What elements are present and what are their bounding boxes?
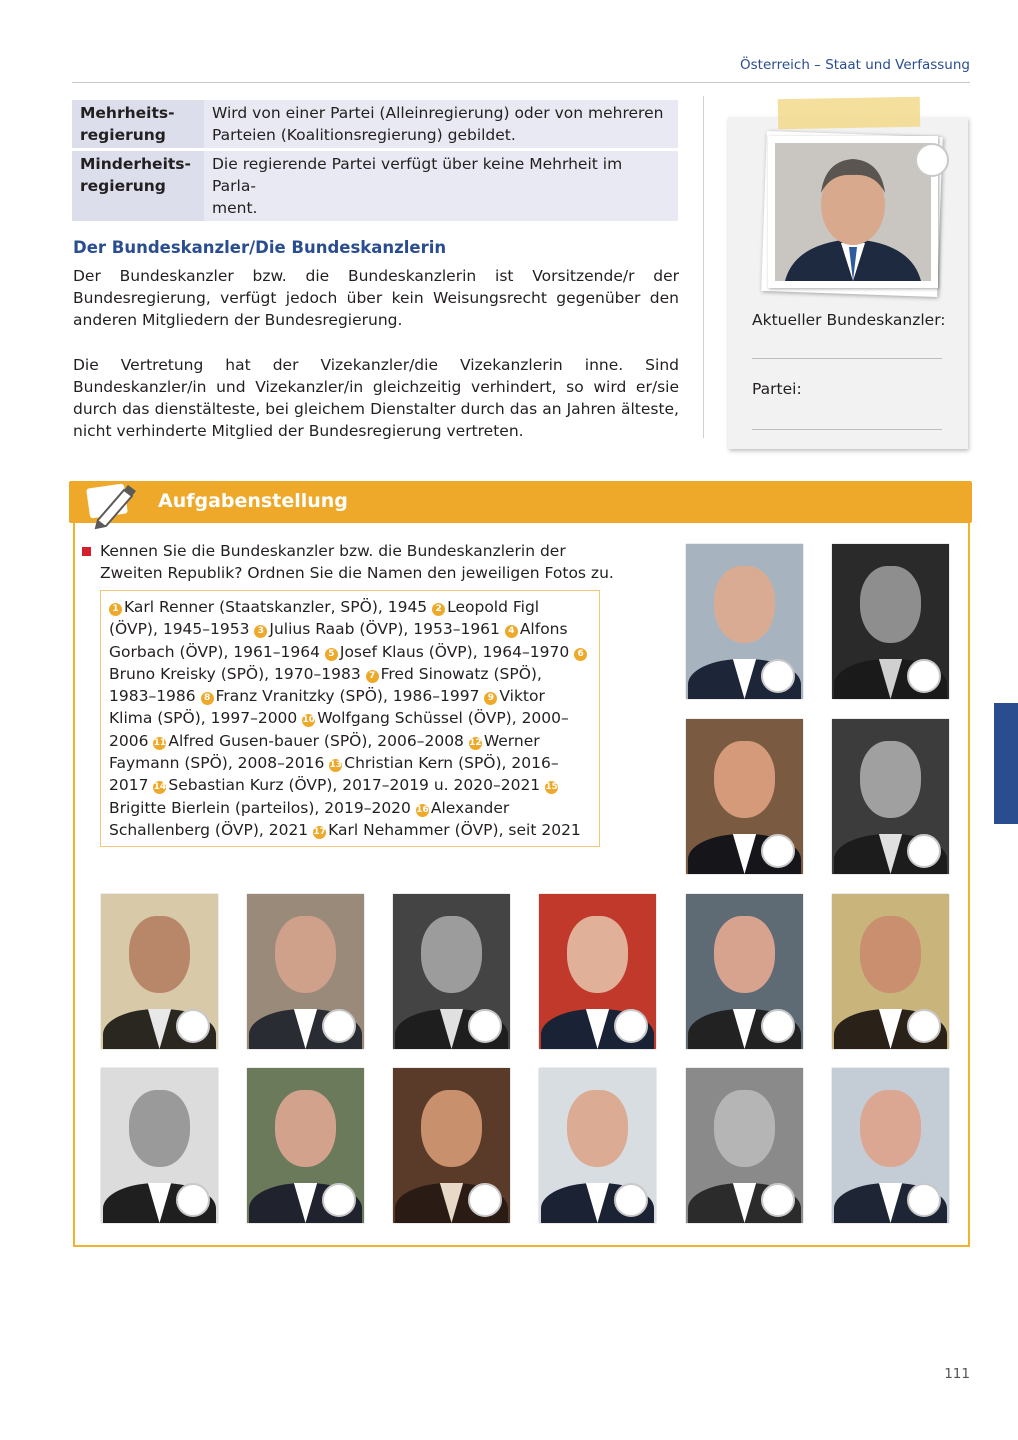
- name-text: Bruno Kreisky (SPÖ), 1970–1983: [109, 664, 366, 683]
- definition-cell: Wird von einer Partei (Alleinregierung) oder von mehreren Parteien (Koalitionsregierung) gebildet.: [204, 100, 678, 148]
- portrait-photo: [539, 1068, 656, 1223]
- name-text: Karl Nehammer (ÖVP), seit 2021: [328, 820, 581, 839]
- answer-circle[interactable]: [761, 834, 795, 868]
- name-entry: [313, 821, 581, 839]
- portrait-face: [275, 916, 336, 994]
- name-text: Josef Klaus (ÖVP), 1964–1970: [339, 642, 575, 661]
- party-answer-line[interactable]: [752, 429, 942, 430]
- answer-circle[interactable]: [907, 1009, 941, 1043]
- table-row: [72, 151, 678, 221]
- number-badge: 10: [302, 715, 315, 726]
- portrait-face: [860, 916, 921, 994]
- name-text: Alexander Schallenberg (ÖVP), 2021: [109, 798, 510, 839]
- portrait-photo: [247, 894, 364, 1049]
- column-divider: [703, 96, 704, 438]
- number-badge: 15: [545, 782, 558, 793]
- number-badge: 5: [325, 648, 338, 661]
- answer-circle[interactable]: [614, 1183, 648, 1217]
- portrait-photo: [393, 1068, 510, 1223]
- name-text: Viktor Klima (SPÖ), 1997–2000: [109, 687, 545, 728]
- portrait-face: [129, 1090, 190, 1168]
- portrait-face: [860, 1090, 921, 1168]
- answer-circle[interactable]: [761, 1183, 795, 1217]
- name-text: Brigitte Bierlein (parteilos), 2019–2020: [109, 798, 416, 817]
- names-list: [100, 590, 600, 847]
- definition-cell: Die regierende Partei verfügt über keine Mehrheit im Parla- ment.: [204, 151, 678, 221]
- paragraph-chancellor-role: Der Bundeskanzler bzw. die Bundeskanzlerin ist Vorsitzende/r der Bundesregierung, verfügt jedoch über kein Weisungsrecht gegenüber den anderen Mitgliedern der Bundesregierung.: [73, 267, 679, 329]
- number-badge: 17: [313, 826, 326, 837]
- portrait-face: [421, 1090, 482, 1168]
- portrait-face: [714, 916, 775, 994]
- number-badge: 16: [416, 804, 429, 815]
- answer-circle[interactable]: [761, 1009, 795, 1043]
- table-row: [72, 100, 678, 148]
- portrait-face: [567, 916, 628, 994]
- portrait-photo: [832, 894, 949, 1049]
- portrait-photo: [832, 1068, 949, 1223]
- portrait-face: [714, 741, 775, 819]
- party-label: Partei:: [752, 380, 802, 398]
- portrait-photo: [393, 894, 510, 1049]
- portrait-face: [714, 566, 775, 644]
- portrait-photo: [686, 719, 803, 874]
- portrait-photo: [101, 894, 218, 1049]
- name-text: Christian Kern (SPÖ), 2016–2017: [109, 754, 559, 795]
- task-instruction: Kennen Sie die Bundeskanzler bzw. die Bundeskanzlerin der Zweiten Republik? Ordnen Sie die Namen den jeweiligen Fotos zu.: [100, 542, 614, 582]
- name-text: Fred Sinowatz (SPÖ), 1983–1986: [109, 664, 542, 706]
- term-cell: Minderheits- regierung: [72, 151, 204, 221]
- header-rule: [72, 82, 970, 83]
- bullet-icon: [82, 547, 91, 556]
- portrait-photo: [832, 719, 949, 874]
- chancellor-label: Aktueller Bundeskanzler:: [752, 311, 946, 329]
- number-badge: 11: [153, 737, 167, 748]
- tape-strip: [778, 97, 921, 129]
- term-cell: Mehrheits- regierung: [72, 100, 204, 148]
- name-entry: [153, 776, 545, 794]
- portrait-face: [567, 1090, 628, 1168]
- current-chancellor-photo: [768, 136, 938, 288]
- number-badge: 6: [574, 648, 587, 661]
- portrait-face: [421, 916, 482, 994]
- name-text: Sebastian Kurz (ÖVP), 2017–2019 u. 2020–2021: [168, 776, 546, 795]
- portrait-photo: [832, 544, 949, 699]
- answer-circle[interactable]: [614, 1009, 648, 1043]
- number-badge: 3: [254, 625, 267, 638]
- answer-circle[interactable]: [322, 1183, 356, 1217]
- name-text: Werner Faymann (SPÖ), 2008–2016: [109, 731, 540, 773]
- portrait-face: [860, 566, 921, 644]
- portrait-photo: [247, 1068, 364, 1223]
- answer-circle[interactable]: [468, 1009, 502, 1043]
- page-number: 111: [944, 1366, 970, 1382]
- number-badge: 13: [329, 760, 343, 771]
- name-entry: [325, 643, 574, 661]
- number-badge: 9: [484, 692, 497, 705]
- answer-circle[interactable]: [468, 1183, 502, 1217]
- name-text: Alfred Gusen-bauer (SPÖ), 2006–2008: [168, 731, 469, 750]
- name-entry: [153, 732, 468, 750]
- number-badge: 7: [366, 670, 379, 683]
- task-title: Aufgabenstellung: [158, 490, 348, 512]
- name-entry: [109, 598, 432, 616]
- name-entry: [254, 620, 504, 638]
- portrait-photo: [686, 1068, 803, 1223]
- answer-circle[interactable]: [322, 1009, 356, 1043]
- number-badge: 8: [201, 692, 214, 705]
- name-text: Franz Vranitzky (SPÖ), 1986–1997: [215, 687, 485, 706]
- portrait-face: [275, 1090, 336, 1168]
- answer-circle[interactable]: [176, 1009, 210, 1043]
- answer-circle[interactable]: [761, 659, 795, 693]
- answer-circle[interactable]: [907, 834, 941, 868]
- name-text: Wolfgang Schüssel (ÖVP), 2000–2006: [109, 709, 569, 750]
- answer-circle[interactable]: [907, 659, 941, 693]
- name-entry: [201, 687, 485, 705]
- name-text: Karl Renner (Staatskanzler, SPÖ), 1945: [124, 598, 433, 616]
- portrait-image: [775, 143, 931, 281]
- number-badge: 1: [109, 603, 122, 616]
- name-text: Alfons Gorbach (ÖVP), 1961–1964: [109, 620, 568, 661]
- number-badge: 14: [153, 782, 167, 793]
- portrait-photo: [539, 894, 656, 1049]
- portrait-photo: [101, 1068, 218, 1223]
- answer-circle[interactable]: [907, 1183, 941, 1217]
- name-text: Leopold Figl (ÖVP), 1945–1953: [109, 598, 540, 639]
- running-header: Österreich – Staat und Verfassung: [740, 57, 970, 73]
- definition-table: [72, 97, 678, 224]
- chapter-tab: [994, 703, 1018, 824]
- answer-circle[interactable]: [915, 143, 949, 177]
- answer-circle[interactable]: [176, 1183, 210, 1217]
- number-badge: 4: [505, 625, 518, 638]
- paragraph-vice-chancellor: Die Vertretung hat der Vizekanzler/die Vizekanzlerin inne. Sind Bundeskanzler/in und Vizekanzler/in gleichzeitig verhindert, so wird er/sie durch das dienstälteste, bei gleichem Dienstalter durch das an Jahren älteste, nicht verhinderte Mitglied der Bundesregierung vertreten.: [73, 356, 679, 440]
- chancellor-answer-line[interactable]: [752, 358, 942, 359]
- portrait-face: [714, 1090, 775, 1168]
- section-heading: Der Bundeskanzler/Die Bundeskanzlerin: [73, 238, 447, 257]
- number-badge: 2: [432, 603, 445, 616]
- portrait-face: [860, 741, 921, 819]
- portrait-photo: [686, 894, 803, 1049]
- pencil-icon: [80, 476, 140, 530]
- portrait-face: [129, 916, 190, 994]
- portrait-photo: [686, 544, 803, 699]
- name-text: Julius Raab (ÖVP), 1953–1961: [269, 620, 505, 639]
- number-badge: 12: [469, 737, 482, 748]
